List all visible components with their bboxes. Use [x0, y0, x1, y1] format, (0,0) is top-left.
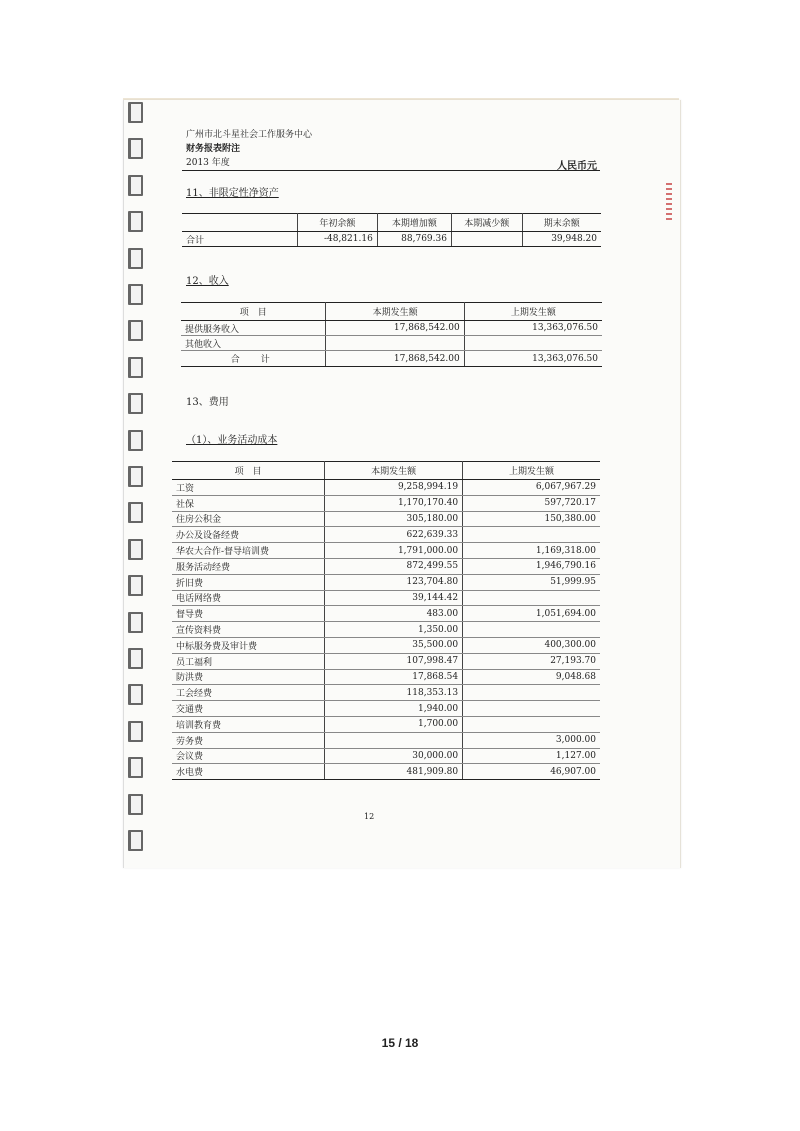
cell-value: 123,704.80: [325, 574, 463, 590]
row-label: 折旧费: [172, 574, 325, 590]
cell-value: 1,350.00: [325, 622, 463, 638]
table-row: [172, 653, 600, 669]
section-13-subtitle: （1）、业务活动成本: [186, 435, 278, 446]
cell-value: 39,144.42: [325, 590, 463, 606]
binding-ring: [128, 684, 143, 705]
cell-value: 39,948.20: [522, 232, 601, 247]
column-header: 本期增加额: [377, 214, 451, 232]
table-row: [172, 716, 600, 732]
table-row: [172, 606, 600, 622]
cell-value: [464, 336, 602, 351]
cell-value: 1,946,790.16: [463, 558, 600, 574]
cell-value: [463, 716, 600, 732]
cell-value: 1,051,694.00: [463, 606, 600, 622]
cell-value: [326, 336, 464, 351]
table-row: [172, 622, 600, 638]
row-label: 工会经费: [172, 685, 325, 701]
section-11-title: 11、非限定性净资产: [186, 188, 279, 199]
row-label: 交通费: [172, 701, 325, 717]
row-label: 住房公积金: [172, 511, 325, 527]
binding-ring: [128, 284, 143, 305]
row-label: 中标服务费及审计费: [172, 637, 325, 653]
table-row: [172, 701, 600, 717]
currency-label: 人民币元: [557, 161, 597, 172]
table-header-row: [172, 462, 600, 480]
binding-ring: [128, 138, 143, 159]
cell-value: 1,940.00: [325, 701, 463, 717]
row-label: 会议费: [172, 748, 325, 764]
table-row: [181, 336, 602, 351]
binding-ring: [128, 175, 143, 196]
red-stamp-mark: [666, 180, 678, 250]
column-header: 期末余额: [522, 214, 601, 232]
cell-value: 150,380.00: [463, 511, 600, 527]
cell-value: 872,499.55: [325, 558, 463, 574]
table-row: [172, 732, 600, 748]
spiral-binding: [124, 100, 148, 868]
report-year: 2013 年度: [186, 158, 230, 168]
binding-ring: [128, 248, 143, 269]
column-header: 本期发生额: [326, 303, 464, 321]
binding-ring: [128, 320, 143, 341]
cell-value: [463, 590, 600, 606]
row-label: 合计: [182, 232, 298, 247]
binding-ring: [128, 721, 143, 742]
cell-value: [463, 622, 600, 638]
cell-value: 622,639.33: [325, 527, 463, 543]
binding-ring: [128, 575, 143, 596]
row-label: 员工福利: [172, 653, 325, 669]
cell-value: 1,700.00: [325, 716, 463, 732]
cell-value: 3,000.00: [463, 732, 600, 748]
cell-value: [463, 701, 600, 717]
binding-ring: [128, 430, 143, 451]
table-row: [172, 543, 600, 559]
column-header: 项 目: [172, 462, 325, 480]
row-label: 社保: [172, 495, 325, 511]
operating-cost-table: [172, 461, 600, 780]
table-row: [181, 351, 602, 367]
row-label: 工资: [172, 480, 325, 496]
net-assets-table: [182, 213, 601, 247]
row-label: 宣传资料费: [172, 622, 325, 638]
table-row: [172, 527, 600, 543]
column-header: [182, 214, 298, 232]
binding-ring: [128, 502, 143, 523]
scanned-page: [123, 100, 681, 868]
cell-value: 1,127.00: [463, 748, 600, 764]
printed-page-number: 12: [364, 812, 375, 821]
cell-value: -48,821.16: [298, 232, 378, 247]
row-label: 培训教育费: [172, 716, 325, 732]
cell-value: 305,180.00: [325, 511, 463, 527]
cell-value: 118,353.13: [325, 685, 463, 701]
column-header: 上期发生额: [464, 303, 602, 321]
cell-value: 46,907.00: [463, 764, 600, 780]
cell-value: 13,363,076.50: [464, 351, 602, 367]
cell-value: 17,868,542.00: [326, 321, 464, 336]
cell-value: 107,998.47: [325, 653, 463, 669]
column-header: 年初余额: [298, 214, 378, 232]
cell-value: 1,170,170.40: [325, 495, 463, 511]
row-label: 合 计: [181, 351, 326, 367]
table-row: [172, 480, 600, 496]
row-label: 其他收入: [181, 336, 326, 351]
column-header: 上期发生额: [463, 462, 600, 480]
binding-ring: [128, 466, 143, 487]
doc-title: 财务报表附注: [186, 144, 241, 154]
row-label: 办公及设备经费: [172, 527, 325, 543]
binding-ring: [128, 648, 143, 669]
income-table: [181, 302, 602, 367]
section-12-title: 12、收入: [186, 276, 229, 287]
cell-value: 51,999.95: [463, 574, 600, 590]
cell-value: 400,300.00: [463, 637, 600, 653]
row-label: 华农大合作-督导培训费: [172, 543, 325, 559]
column-header: 本期减少额: [451, 214, 522, 232]
cell-value: 1,791,000.00: [325, 543, 463, 559]
cell-value: 483.00: [325, 606, 463, 622]
table-row: [172, 764, 600, 780]
table-row: [172, 669, 600, 685]
table-row: [172, 748, 600, 764]
cell-value: 597,720.17: [463, 495, 600, 511]
cell-value: 30,000.00: [325, 748, 463, 764]
section-13-title: 13、费用: [186, 397, 229, 408]
binding-ring: [128, 102, 143, 123]
cell-value: 88,769.36: [377, 232, 451, 247]
row-label: 水电费: [172, 764, 325, 780]
cell-value: 17,868.54: [325, 669, 463, 685]
org-name: 广州市北斗星社会工作服务中心: [186, 130, 313, 140]
document-header: [186, 128, 312, 170]
cell-value: 6,067,967.29: [463, 480, 600, 496]
table-header-row: [182, 214, 601, 232]
binding-ring: [128, 393, 143, 414]
column-header: 项 目: [181, 303, 326, 321]
cell-value: 1,169,318.00: [463, 543, 600, 559]
row-label: 服务活动经费: [172, 558, 325, 574]
cell-value: 17,868,542.00: [326, 351, 464, 367]
binding-ring: [128, 612, 143, 633]
binding-ring: [128, 830, 143, 851]
row-label: 提供服务收入: [181, 321, 326, 336]
table-row: [172, 574, 600, 590]
cell-value: 9,258,994.19: [325, 480, 463, 496]
table-header-row: [181, 303, 602, 321]
viewer-page-indicator: 15 / 18: [381, 1036, 419, 1050]
cell-value: [451, 232, 522, 247]
table-row: [172, 511, 600, 527]
table-row: [172, 495, 600, 511]
table-row: [172, 637, 600, 653]
cell-value: [463, 527, 600, 543]
cell-value: 13,363,076.50: [464, 321, 602, 336]
cell-value: [325, 732, 463, 748]
row-label: 电话网络费: [172, 590, 325, 606]
row-label: 督导费: [172, 606, 325, 622]
row-label: 劳务费: [172, 732, 325, 748]
cell-value: 35,500.00: [325, 637, 463, 653]
table-row: [172, 685, 600, 701]
column-header: 本期发生额: [325, 462, 463, 480]
table-row: [172, 558, 600, 574]
cell-value: 27,193.70: [463, 653, 600, 669]
table-row: [182, 232, 601, 247]
binding-ring: [128, 757, 143, 778]
table-row: [172, 590, 600, 606]
cell-value: [463, 685, 600, 701]
table-row: [181, 321, 602, 336]
header-rule: [182, 170, 600, 171]
binding-ring: [128, 211, 143, 232]
binding-ring: [128, 794, 143, 815]
cell-value: 9,048.68: [463, 669, 600, 685]
binding-ring: [128, 539, 143, 560]
binding-ring: [128, 357, 143, 378]
cell-value: 481,909.80: [325, 764, 463, 780]
row-label: 防洪费: [172, 669, 325, 685]
